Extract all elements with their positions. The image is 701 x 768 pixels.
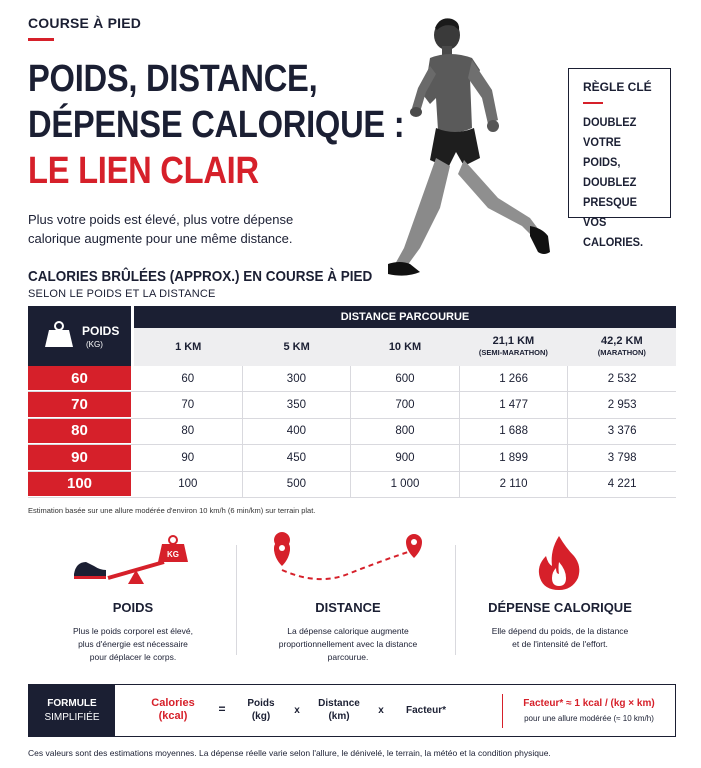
formula-def-sub: pour une allure modérée (≈ 10 km/h)	[524, 714, 654, 723]
formula-distance-unit: (km)	[328, 711, 350, 722]
runner-photo	[380, 8, 570, 288]
value-cell: 2 110	[459, 472, 568, 497]
key-rule-box	[568, 68, 671, 249]
value-cell: 400	[242, 419, 351, 444]
route-pins-icon	[268, 532, 428, 588]
card-title: DÉPENSE CALORIQUE	[488, 600, 632, 615]
page-title	[28, 56, 404, 194]
column-label: 21,1 KM	[492, 335, 535, 347]
value-cell: 600	[350, 366, 459, 391]
value-cell: 900	[350, 445, 459, 470]
weight-label: POIDS	[82, 324, 120, 338]
value-cell: 100	[178, 478, 198, 491]
value-cell: 350	[242, 392, 351, 417]
kg-badge: KG	[167, 550, 179, 559]
table-body	[28, 366, 676, 498]
value-cell: 800	[350, 419, 459, 444]
key-rule-text: DOUBLEZ VOTRE POIDS, DOUBLEZ PRESQUE VOS CALORIES.	[583, 115, 644, 249]
value-cell: 2 532	[567, 366, 676, 391]
formula-poids-unit: (kg)	[251, 711, 271, 722]
formula-definition	[507, 697, 671, 725]
column-header	[568, 328, 676, 366]
formula-distance-label: Distance	[318, 698, 360, 709]
value-cell: 4 221	[567, 472, 676, 497]
formula-facteur: Facteur*	[405, 705, 446, 716]
divider	[455, 545, 456, 655]
card-title: DISTANCE	[315, 600, 381, 615]
card-distance	[253, 600, 443, 664]
weight-unit: (KG)	[86, 340, 103, 349]
footnote: Ces valeurs sont des estimations moyennes. La dépense réelle varie selon l'allure, le dénivelé, le terrain, la météo et la condition physique.	[28, 748, 551, 758]
title-line-2: DÉPENSE CALORIQUE :	[28, 104, 405, 146]
formula-label	[29, 685, 115, 736]
column-label: 1 KM	[175, 341, 202, 353]
formula-def-factor: Facteur*	[523, 698, 564, 709]
value-cell: 2 953	[567, 392, 676, 417]
table-row	[28, 445, 676, 471]
weight-icon	[44, 320, 74, 348]
kicker-underline	[28, 38, 54, 41]
value-cell: 300	[242, 366, 351, 391]
card-text: Plus le poids corporel est élevé, plus d'énergie est nécessaire pour déplacer le corps.	[72, 626, 193, 662]
title-line-3: LE LIEN CLAIR	[28, 150, 259, 192]
formula-label-line2: SIMPLIFIÉE	[44, 711, 100, 723]
value-cell: 1 477	[459, 392, 568, 417]
weight-cell: 100	[28, 472, 131, 497]
distance-header: DISTANCE PARCOURUE	[134, 306, 676, 328]
column-sublabel: (SEMI-MARATHON)	[478, 348, 548, 357]
weight-cell: 60	[28, 366, 131, 391]
column-sublabel: (MARATHON)	[597, 348, 646, 357]
formula-calories	[141, 697, 205, 723]
page-subtitle: Plus votre poids est élevé, plus votre dépense calorique augmente pour une même distance.	[28, 212, 294, 246]
column-label: 42,2 KM	[601, 335, 643, 347]
table-row	[28, 366, 676, 392]
scale-icon	[70, 532, 200, 592]
formula-times-1: x	[294, 705, 300, 716]
card-text: La dépense calorique augmente proportionnellement avec la distance parcourue.	[278, 626, 418, 662]
column-label: 10 KM	[388, 341, 422, 353]
weight-cell: 80	[28, 419, 131, 444]
value-cell: 1 000	[350, 472, 459, 497]
flame-icon	[536, 534, 582, 592]
formula-poids	[241, 697, 281, 723]
table-row	[28, 419, 676, 445]
table-row	[28, 472, 676, 498]
column-header	[242, 328, 350, 366]
key-rule-title: RÈGLE CLÉ	[583, 80, 652, 94]
formula-calories-unit: (kcal)	[158, 710, 188, 722]
card-title: POIDS	[112, 600, 154, 615]
column-header	[459, 328, 567, 366]
value-cell: 700	[350, 392, 459, 417]
value-cell: 1 266	[459, 366, 568, 391]
value-cell: 80	[181, 425, 195, 438]
formula-times-2: x	[378, 705, 384, 716]
column-header	[134, 328, 242, 366]
formula-box	[28, 684, 676, 737]
value-cell: 90	[181, 451, 195, 464]
value-cell: 70	[181, 399, 195, 412]
title-line-1: POIDS, DISTANCE,	[28, 58, 318, 100]
key-rule-underline	[583, 102, 603, 104]
weight-cell: 70	[28, 392, 131, 417]
table-row	[28, 392, 676, 418]
column-header	[351, 328, 459, 366]
distance-columns	[134, 328, 676, 366]
formula-def-value: ≈ 1 kcal / (kg × km)	[566, 698, 655, 709]
formula-separator	[502, 694, 503, 728]
value-cell: 1 688	[459, 419, 568, 444]
formula-equals: =	[218, 702, 226, 716]
formula-label-line1: FORMULE	[47, 697, 97, 709]
formula-calories-label: Calories	[151, 697, 195, 709]
value-cell: 3 798	[567, 445, 676, 470]
value-cell: 450	[242, 445, 351, 470]
column-label: 5 KM	[283, 341, 310, 353]
value-cell: 1 899	[459, 445, 568, 470]
weight-column-header	[28, 306, 131, 366]
formula-distance	[313, 697, 365, 723]
card-depense	[465, 600, 655, 651]
table-note: Estimation basée sur une allure modérée d'environ 10 km/h (6 min/km) sur terrain plat.	[28, 506, 316, 515]
card-text: Elle dépend du poids, de la distance et de l'intensité de l'effort.	[491, 626, 629, 649]
divider	[236, 545, 237, 655]
table-subtitle: SELON LE POIDS ET LA DISTANCE	[28, 288, 216, 300]
value-cell: 3 376	[567, 419, 676, 444]
table-title: CALORIES BRÛLÉES (APPROX.) EN COURSE À PIED	[28, 268, 373, 285]
value-cell: 60	[181, 372, 195, 385]
kicker: COURSE À PIED	[28, 15, 142, 31]
formula-poids-label: Poids	[247, 698, 275, 709]
value-cell: 500	[242, 472, 351, 497]
weight-cell: 90	[28, 445, 131, 470]
card-poids	[38, 600, 228, 664]
